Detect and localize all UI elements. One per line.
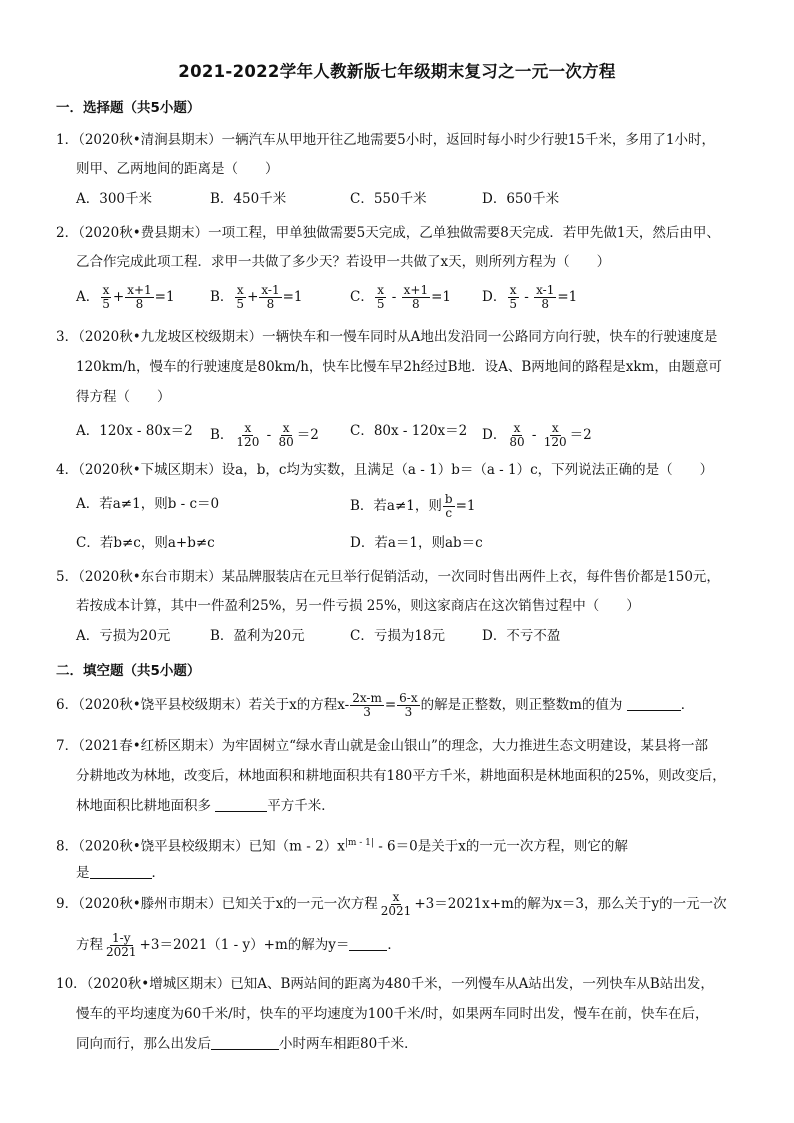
question-2-option-d: D． $\frac{x}{5}$ - $\frac{x-1}{8}$ =1 bbox=[482, 283, 578, 311]
question-10-line-2: 慢车的平均速度为60千米/时，快车的平均速度为100千米/时，如果两车同时出发，慢车在前，快车在后， bbox=[76, 1006, 709, 1022]
question-3-option-c: C．80x - 120x＝2 bbox=[350, 423, 468, 439]
question-4-option-d: D．若a＝1，则ab＝c bbox=[350, 535, 483, 551]
question-4-option-a: A．若a≠1，则b - c＝0 bbox=[76, 496, 220, 512]
question-7-line-3: 林地面积比耕地面积多 平方千米． bbox=[76, 798, 335, 814]
question-5-option-a: A．亏损为20元 bbox=[76, 628, 171, 644]
page-title: 2021-2022学年人教新版七年级期末复习之一元一次方程 bbox=[178, 62, 616, 81]
section-heading-choice: 一．选择题（共5小题） bbox=[56, 100, 201, 116]
section-heading-fill: 二．填空题（共5小题） bbox=[56, 663, 201, 679]
answer-blank bbox=[349, 936, 387, 951]
question-10-line-1: 10．（2020秋•增城区期末）已知A、B两站间的距离为480千米，一列慢车从A站出发，一列快车从B站出发， bbox=[56, 976, 714, 992]
question-10-line-3: 同向而行，那么出发后 小时两车相距80千米． bbox=[76, 1036, 418, 1052]
question-5-option-b: B．盈利为20元 bbox=[210, 628, 305, 644]
question-3-line-2: 120km/h，慢车的行驶速度是80km/h，快车比慢车早2h经过B地．设A、B两地间的路程是xkm，由题意可 bbox=[76, 359, 722, 375]
question-1-option-a: A．300千米 bbox=[76, 191, 153, 207]
question-1-option-b: B．450千米 bbox=[210, 191, 287, 207]
question-3-option-a: A．120x - 80x＝2 bbox=[76, 423, 193, 439]
answer-blank bbox=[627, 696, 681, 711]
question-5-line-1: 5．（2020秋•东台市期末）某品牌服装店在元旦举行促销活动，一次同时售出两件上衣，每件售价都是150元， bbox=[56, 569, 720, 585]
question-4-option-c: C．若b≠c，则a+b≠c bbox=[76, 535, 215, 551]
question-3-option-d: D． $\frac{x}{80}$ - $\frac{x}{120}$ ＝2 bbox=[482, 421, 592, 449]
question-3-option-b: B． $\frac{x}{120}$ - $\frac{x}{80}$ ＝2 bbox=[210, 421, 319, 449]
question-7-line-2: 分耕地改为林地，改变后，林地面积和耕地面积共有180平方千米，耕地面积是林地面积的25%，则改变后， bbox=[76, 768, 726, 784]
question-2-option-b: B． $\frac{x}{5}$ + $\frac{x-1}{8}$ =1 bbox=[210, 283, 303, 311]
answer-blank bbox=[211, 1035, 279, 1050]
question-2-line-1: 2．（2020秋•费县期末）一项工程，甲单独做需要5天完成，乙单独做需要8天完成．若甲先做1天，然后由甲、 bbox=[56, 225, 720, 241]
question-8-line-1: 8．（2020秋•饶平县校级期末）已知$(m - 2)x^{|m - 1|} - 6=0$是关于x的一元一次方程，则它的解 bbox=[56, 838, 628, 855]
question-4-option-b: B．若a≠1，则 $\frac{b}{c}$ =1 bbox=[350, 492, 476, 520]
question-9-line-1: 9．（2020秋•滕州市期末）已知关于x的一元一次方程 $\frac{x}{2021}$ +3＝2021x+m的解为x＝3，那么关于y的一元一次 bbox=[56, 890, 727, 918]
question-5-option-d: D．不亏不盈 bbox=[482, 628, 561, 644]
question-5-line-2: 若按成本计算，其中一件盈利25%，另一件亏损 25%，则这家商店在这次销售过程中（ ） bbox=[76, 598, 640, 614]
question-1-option-d: D．650千米 bbox=[482, 191, 560, 207]
question-4-line-1: 4．（2020秋•下城区期末）设a，b，c均为实数，且满足（a - 1）b＝（a - 1）c，下列说法正确的是（ ） bbox=[56, 462, 714, 478]
question-1-line-2: 则甲、乙两地间的距离是（ ） bbox=[76, 161, 279, 177]
answer-blank bbox=[215, 797, 267, 812]
question-8-line-2: 是 ． bbox=[76, 865, 165, 881]
question-3-line-3: 得方程（ ） bbox=[76, 389, 171, 405]
question-2-line-2: 乙合作完成此项工程．求甲一共做了多少天？若设甲一共做了x天，则所列方程为（ ） bbox=[76, 254, 611, 270]
answer-blank bbox=[90, 864, 152, 879]
question-5-option-c: C．亏损为18元 bbox=[350, 628, 446, 644]
question-7-line-1: 7．（2021春•红桥区期末）为牢固树立“绿水青山就是金山银山”的理念，大力推进生态文明建设，某县将一部 bbox=[56, 738, 708, 754]
question-9-line-2: 方程 $\frac{1-y}{2021}$ +3＝2021（1 - y）+m的解为y＝ ． bbox=[76, 931, 401, 959]
question-1-option-c: C．550千米 bbox=[350, 191, 427, 207]
question-2-option-c: C． $\frac{x}{5}$ - $\frac{x+1}{8}$ =1 bbox=[350, 283, 452, 311]
question-6: 6．（2020秋•饶平县校级期末）若关于x的方程x- $\frac{2x-m}{3}$ = $\frac{6-x}{3}$ 的解是正整数，则正整数m的值为 ． bbox=[56, 691, 695, 719]
question-1-line-1: 1．（2020秋•清涧县期末）一辆汽车从甲地开往乙地需要5小时，返回时每小时少行驶15千米，多用了1小时， bbox=[56, 132, 716, 148]
question-2-option-a: A． $\frac{x}{5}$ + $\frac{x+1}{8}$ =1 bbox=[76, 283, 175, 311]
question-3-line-1: 3．（2020秋•九龙坡区校级期末）一辆快车和一慢车同时从A地出发沿同一公路同方向行驶，快车的行驶速度是 bbox=[56, 329, 718, 345]
